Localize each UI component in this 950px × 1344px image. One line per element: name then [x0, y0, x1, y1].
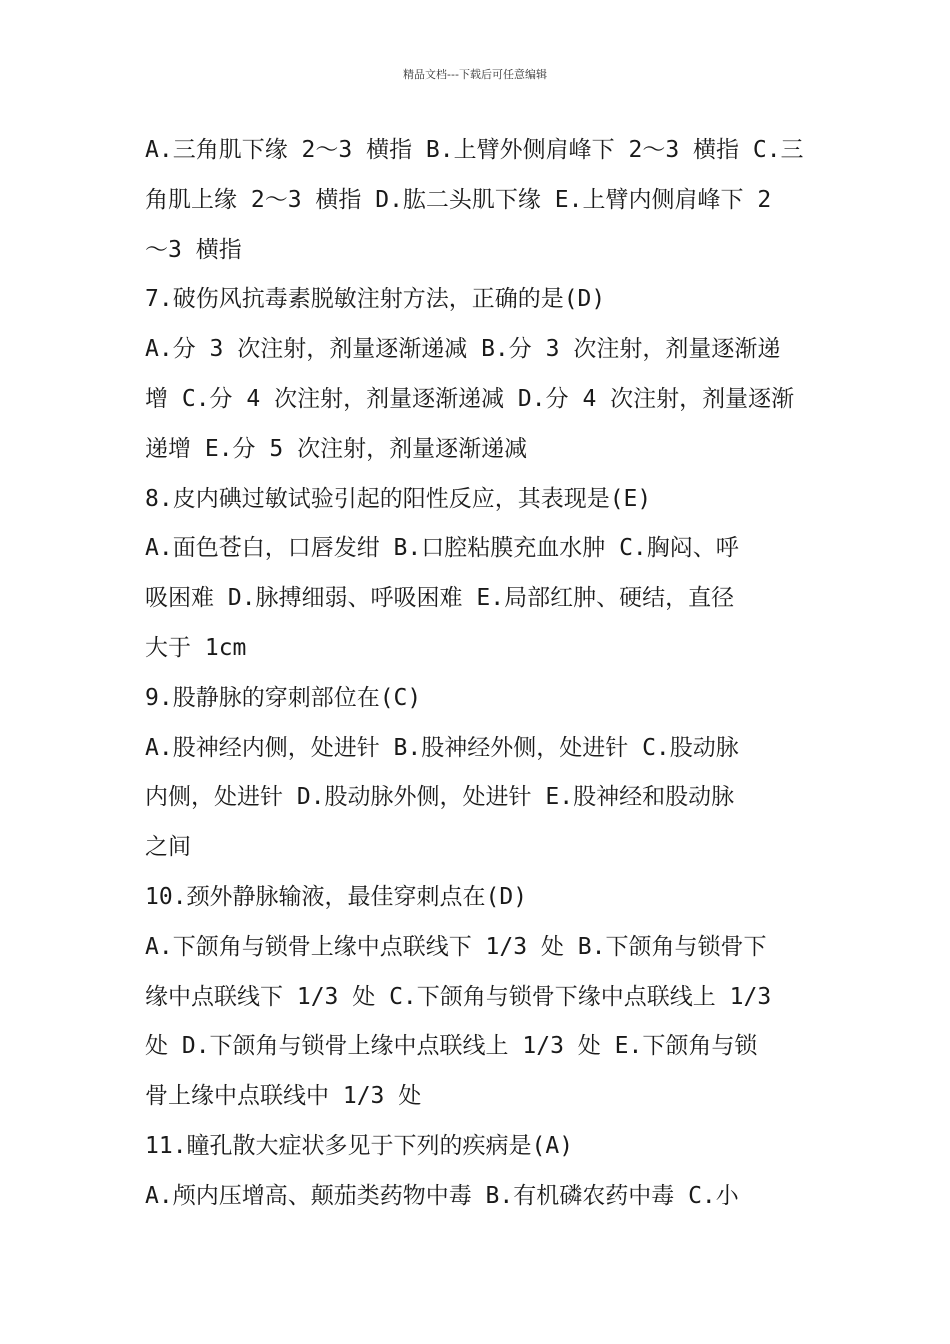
option-line: 增 C.分 4 次注射，剂量逐渐递减 D.分 4 次注射，剂量逐渐 — [145, 385, 795, 412]
question-line: 10.颈外静脉输液，最佳穿刺点在(D) — [145, 883, 528, 910]
option-line: 处 D.下颌角与锁骨上缘中点联线上 1/3 处 E.下颌角与锁 — [145, 1033, 758, 1060]
question-line: 7.破伤风抗毒素脱敏注射方法，正确的是(D) — [145, 286, 606, 313]
question-line: 9.股静脉的穿刺部位在(C) — [145, 684, 422, 711]
option-line: 吸困难 D.脉搏细弱、呼吸困难 E.局部红肿、硬结，直径 — [145, 585, 735, 612]
page-header: 精品文档---下载后可任意编辑 — [403, 68, 547, 81]
option-line: A.下颌角与锁骨上缘中点联线下 1/3 处 B.下颌角与锁骨下 — [145, 933, 767, 960]
question-line: 11.瞳孔散大症状多见于下列的疾病是(A) — [145, 1132, 574, 1159]
option-line: 大于 1cm — [145, 634, 247, 661]
option-line: 内侧，处进针 D.股动脉外侧，处进针 E.股神经和股动脉 — [145, 784, 735, 811]
option-line: A.颅内压增高、颠茄类药物中毒 B.有机磷农药中毒 C.小 — [145, 1182, 739, 1209]
option-line: A.三角肌下缘 2～3 横指 B.上臂外侧肩峰下 2～3 横指 C.三 — [145, 137, 804, 163]
option-line: 骨上缘中点联线中 1/3 处 — [145, 1083, 422, 1110]
document-body — [145, 126, 810, 1222]
option-line: A.股神经内侧，处进针 B.股神经外侧，处进针 C.股动脉 — [145, 734, 739, 761]
option-line: A.面色苍白，口唇发绀 B.口腔粘膜充血水肿 C.胸闷、呼 — [145, 535, 739, 562]
option-line: 角肌上缘 2～3 横指 D.肱二头肌下缘 E.上臂内侧肩峰下 2 — [145, 186, 772, 213]
option-line: A.分 3 次注射，剂量逐渐递减 B.分 3 次注射，剂量逐渐递 — [145, 336, 781, 363]
option-line: 之间 — [145, 834, 191, 861]
option-line: 递增 E.分 5 次注射，剂量逐渐递减 — [145, 435, 528, 462]
question-line: 8.皮内碘过敏试验引起的阳性反应，其表现是(E) — [145, 485, 652, 512]
option-line: ～3 横指 — [145, 236, 242, 263]
option-line: 缘中点联线下 1/3 处 C.下颌角与锁骨下缘中点联线上 1/3 — [145, 983, 772, 1010]
